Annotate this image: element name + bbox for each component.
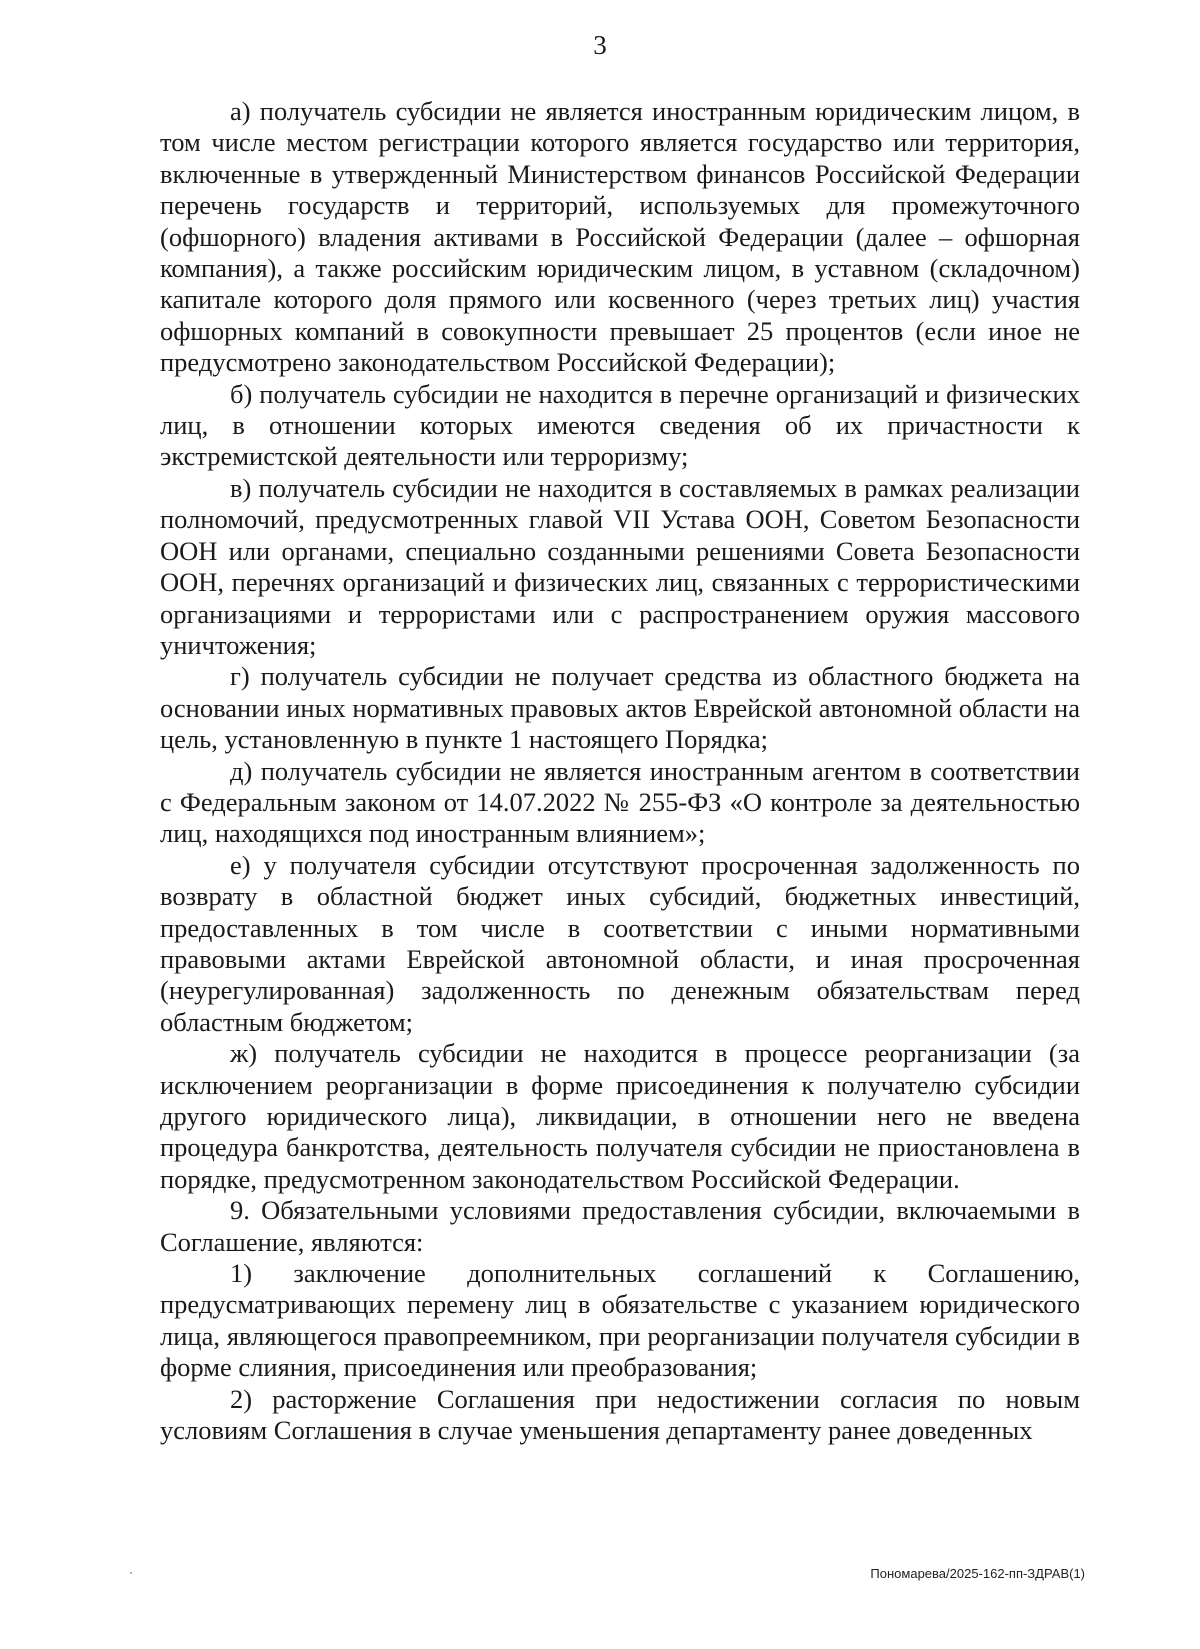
paragraph-a-offshore: а) получатель субсидии не является иностранным юридическим лицом, в том числе местом регистрации которого является государство или территория, включенные в утвержденный Министерством финансов Российской Федерации перечень государств и территорий, используемых для промежуточного (офшорного) владения активами в Российской Федерации (далее – офшорная компания), а также российским юридическим лицом, в уставном (складочном) капитале которого доля прямого или косвенного (через третьих лиц) участия офшорных компаний в совокупности превышает 25 процентов (если иное не предусмотрено законодательством Российской Федерации); xyxy=(160,96,1080,378)
paragraph-e-debt: е) у получателя субсидии отсутствуют просроченная задолженность по возврату в областной бюджет иных субсидий, бюджетных инвестиций, предоставленных в том числе в соответствии с иными нормативными правовыми актами Еврейской автономной области, и иная просроченная (неурегулированная) задолженность по денежным обязательствам перед областным бюджетом; xyxy=(160,849,1080,1037)
paragraph-2-termination: 2) расторжение Соглашения при недостижении согласия по новым условиям Соглашения в случае уменьшения департаменту ранее доведенных xyxy=(160,1383,1080,1446)
paragraph-1-additional-agreements: 1) заключение дополнительных соглашений к Соглашению, предусматривающих перемену лиц в обязательстве с указанием юридического лица, являющегося правопреемником, при реорганизации получателя субсидии в форме слияния, присоединения или преобразования; xyxy=(160,1258,1080,1383)
paragraph-g-other-funds: г) получатель субсидии не получает средства из областного бюджета на основании иных нормативных правовых актов Еврейской автономной области на цель, установленную в пункте 1 настоящего Порядка; xyxy=(160,661,1080,755)
paragraph-d-foreign-agent: д) получатель субсидии не является иностранным агентом в соответствии с Федеральным законом от 14.07.2022 № 255-ФЗ «О контроле за деятельностью лиц, находящихся под иностранным влиянием»; xyxy=(160,755,1080,849)
paragraph-b-extremism: б) получатель субсидии не находится в перечне организаций и физических лиц, в отношении которых имеются сведения об их причастности к экстремистской деятельности или терроризму; xyxy=(160,378,1080,472)
scan-artifact xyxy=(130,1572,132,1574)
document-body xyxy=(160,96,1080,1446)
paragraph-v-un-lists: в) получатель субсидии не находится в составляемых в рамках реализации полномочий, предусмотренных главой VII Устава ООН, Советом Безопасности ООН или органами, специально созданными решениями Совета Безопасности ООН, перечнях организаций и физических лиц, связанных с террористическими организациями и террористами или с распространением оружия массового уничтожения; xyxy=(160,472,1080,660)
document-footer-code: Пономарева/2025-162-пп-ЗДРАВ(1) xyxy=(870,1566,1085,1581)
paragraph-zh-reorganization: ж) получатель субсидии не находится в процессе реорганизации (за исключением реорганизации в форме присоединения к получателю субсидии другого юридического лица), ликвидации, в отношении него не введена процедура банкротства, деятельность получателя субсидии не приостановлена в порядке, предусмотренном законодательством Российской Федерации. xyxy=(160,1038,1080,1194)
paragraph-9-conditions: 9. Обязательными условиями предоставления субсидии, включаемыми в Соглашение, являются: xyxy=(160,1195,1080,1257)
page-number: 3 xyxy=(593,30,607,60)
